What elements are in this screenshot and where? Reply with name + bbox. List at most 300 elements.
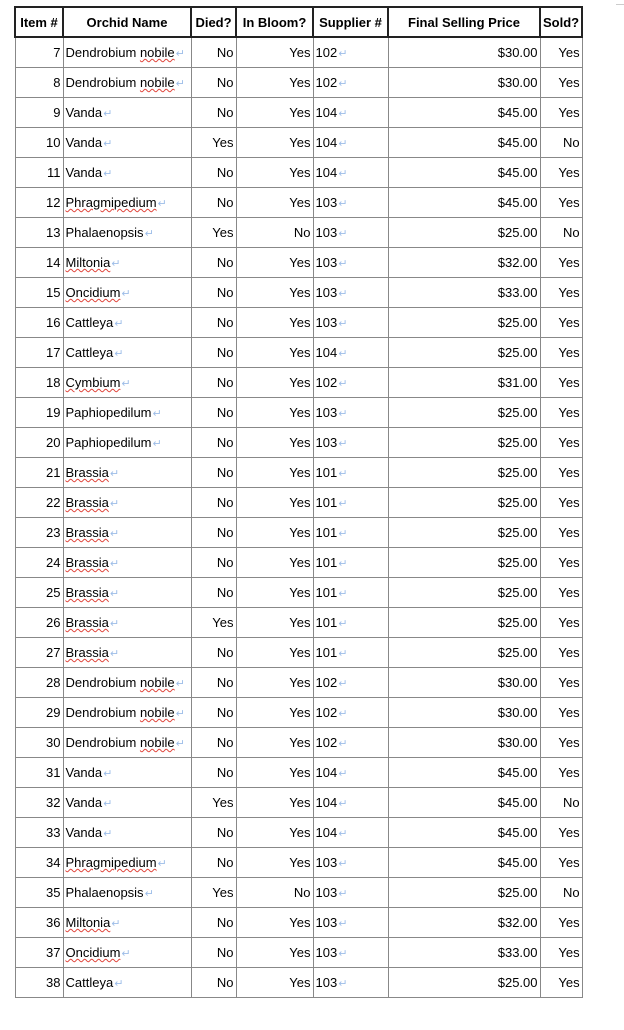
cell-in-bloom[interactable] xyxy=(236,548,313,578)
cell-item-number[interactable] xyxy=(15,908,63,938)
cell-item-number[interactable] xyxy=(15,368,63,398)
cell-supplier-number[interactable] xyxy=(313,98,388,128)
cell-item-number[interactable] xyxy=(15,458,63,488)
cell-supplier-number[interactable] xyxy=(313,848,388,878)
cell-sold[interactable] xyxy=(540,818,582,848)
cell-sold-text: Yes xyxy=(558,645,580,660)
cell-died-text: No xyxy=(216,855,234,870)
cell-item-number[interactable] xyxy=(15,278,63,308)
line-break-icon: ↵ xyxy=(114,978,124,990)
cell-sold[interactable] xyxy=(540,428,582,458)
cell-orchid-name[interactable] xyxy=(63,878,191,908)
cell-final-selling-price[interactable] xyxy=(388,968,540,998)
cell-final-selling-price[interactable] xyxy=(388,338,540,368)
cell-died[interactable] xyxy=(191,218,236,248)
line-break-icon: ↵ xyxy=(109,468,120,480)
cell-sold[interactable] xyxy=(540,548,582,578)
cell-item-number[interactable] xyxy=(15,308,63,338)
cell-final-selling-price[interactable] xyxy=(388,548,540,578)
cell-supplier-number-text: 104 xyxy=(315,105,338,120)
cell-final-selling-price[interactable] xyxy=(388,458,540,488)
cell-died[interactable] xyxy=(191,578,236,608)
cell-died[interactable] xyxy=(191,788,236,818)
cell-died[interactable] xyxy=(191,758,236,788)
cell-orchid-name[interactable] xyxy=(63,98,191,128)
cell-orchid-name[interactable] xyxy=(63,278,191,308)
cell-item-number[interactable] xyxy=(15,338,63,368)
cell-sold[interactable] xyxy=(540,368,582,398)
cell-final-selling-price-text: $25.00 xyxy=(497,345,538,360)
cell-died[interactable] xyxy=(191,188,236,218)
line-break-icon: ↵ xyxy=(109,558,120,570)
cell-supplier-number[interactable] xyxy=(313,308,388,338)
header-supplier-number[interactable]: Supplier # xyxy=(313,7,388,37)
cell-supplier-number-text: 103 xyxy=(315,855,338,870)
cell-sold[interactable] xyxy=(540,338,582,368)
cell-in-bloom-text: Yes xyxy=(289,855,311,870)
header-item-number[interactable]: Item # xyxy=(15,7,63,37)
cell-in-bloom[interactable] xyxy=(236,158,313,188)
line-break-icon: ↵ xyxy=(338,258,348,270)
cell-in-bloom[interactable] xyxy=(236,188,313,218)
cell-supplier-number-text: 103 xyxy=(315,945,338,960)
cell-sold[interactable] xyxy=(540,98,582,128)
cell-final-selling-price[interactable] xyxy=(388,518,540,548)
cell-sold[interactable] xyxy=(540,68,582,98)
line-break-icon: ↵ xyxy=(121,378,131,390)
cell-supplier-number[interactable] xyxy=(313,128,388,158)
cell-died[interactable] xyxy=(191,128,236,158)
cell-item-number[interactable] xyxy=(15,878,63,908)
cell-in-bloom[interactable] xyxy=(236,37,313,68)
cell-final-selling-price[interactable] xyxy=(388,758,540,788)
cell-in-bloom[interactable] xyxy=(236,398,313,428)
cell-died[interactable] xyxy=(191,37,236,68)
cell-died-text: No xyxy=(216,195,234,210)
cell-in-bloom[interactable] xyxy=(236,728,313,758)
cell-sold-text: Yes xyxy=(558,165,580,180)
cell-sold[interactable] xyxy=(540,37,582,68)
cell-final-selling-price-text: $25.00 xyxy=(497,975,538,990)
cell-final-selling-price-text: $33.00 xyxy=(497,945,538,960)
cell-died[interactable] xyxy=(191,68,236,98)
cell-died[interactable] xyxy=(191,818,236,848)
cell-orchid-name-text: Oncidium xyxy=(65,285,121,300)
cell-supplier-number[interactable] xyxy=(313,578,388,608)
cell-died[interactable] xyxy=(191,278,236,308)
cell-died[interactable] xyxy=(191,98,236,128)
cell-item-number[interactable] xyxy=(15,548,63,578)
cell-final-selling-price[interactable] xyxy=(388,428,540,458)
line-break-icon: ↵ xyxy=(144,888,154,900)
cell-sold[interactable] xyxy=(540,938,582,968)
cell-died-text: No xyxy=(216,585,234,600)
cell-died[interactable] xyxy=(191,698,236,728)
line-break-icon: ↵ xyxy=(152,438,162,450)
cell-item-number[interactable] xyxy=(15,578,63,608)
cell-item-number-text: 24 xyxy=(46,555,61,570)
cell-in-bloom[interactable] xyxy=(236,788,313,818)
cell-died[interactable] xyxy=(191,458,236,488)
cell-orchid-name-text: Dendrobium nobile xyxy=(65,735,175,750)
line-break-icon: ↵ xyxy=(103,168,113,180)
cell-orchid-name[interactable] xyxy=(63,458,191,488)
cell-item-number[interactable] xyxy=(15,398,63,428)
cell-in-bloom-text: Yes xyxy=(289,495,311,510)
cell-died[interactable] xyxy=(191,848,236,878)
cell-sold[interactable] xyxy=(540,608,582,638)
cell-supplier-number[interactable] xyxy=(313,37,388,68)
cell-supplier-number[interactable] xyxy=(313,248,388,278)
cell-orchid-name-text: Vanda xyxy=(65,135,103,150)
cell-item-number[interactable] xyxy=(15,98,63,128)
cell-in-bloom[interactable] xyxy=(236,218,313,248)
cell-supplier-number-text: 101 xyxy=(315,645,338,660)
cell-item-number[interactable] xyxy=(15,218,63,248)
cell-item-number[interactable] xyxy=(15,668,63,698)
cell-orchid-name[interactable] xyxy=(63,578,191,608)
cell-item-number[interactable] xyxy=(15,128,63,158)
cell-died[interactable] xyxy=(191,308,236,338)
cell-final-selling-price[interactable] xyxy=(388,668,540,698)
cell-supplier-number[interactable] xyxy=(313,638,388,668)
cell-orchid-name[interactable] xyxy=(63,728,191,758)
table-row xyxy=(15,368,582,398)
cell-died-text: No xyxy=(216,405,234,420)
cell-item-number[interactable] xyxy=(15,818,63,848)
cell-final-selling-price[interactable] xyxy=(388,188,540,218)
cell-item-number[interactable] xyxy=(15,608,63,638)
cell-died[interactable] xyxy=(191,248,236,278)
cell-item-number[interactable] xyxy=(15,488,63,518)
cell-in-bloom[interactable] xyxy=(236,908,313,938)
cell-sold[interactable] xyxy=(540,518,582,548)
cell-item-number[interactable] xyxy=(15,788,63,818)
cell-final-selling-price[interactable] xyxy=(388,908,540,938)
cell-final-selling-price-text: $32.00 xyxy=(497,915,538,930)
cell-sold[interactable] xyxy=(540,638,582,668)
line-break-icon: ↵ xyxy=(338,288,348,300)
cell-item-number[interactable] xyxy=(15,518,63,548)
cell-final-selling-price[interactable] xyxy=(388,848,540,878)
cell-in-bloom[interactable] xyxy=(236,968,313,998)
line-break-icon: ↵ xyxy=(338,918,348,930)
cell-sold[interactable] xyxy=(540,908,582,938)
cell-final-selling-price-text: $25.00 xyxy=(497,405,538,420)
cell-final-selling-price[interactable] xyxy=(388,788,540,818)
cell-orchid-name[interactable] xyxy=(63,368,191,398)
cell-final-selling-price[interactable] xyxy=(388,128,540,158)
cell-orchid-name-text: Paphiopedilum xyxy=(65,435,152,450)
cell-final-selling-price[interactable] xyxy=(388,248,540,278)
cell-sold-text: Yes xyxy=(558,345,580,360)
cell-final-selling-price[interactable] xyxy=(388,68,540,98)
cell-final-selling-price[interactable] xyxy=(388,98,540,128)
table-row xyxy=(15,698,582,728)
cell-in-bloom-text: Yes xyxy=(289,165,311,180)
cell-final-selling-price-text: $45.00 xyxy=(497,855,538,870)
cell-supplier-number-text: 104 xyxy=(315,135,338,150)
cell-sold-text: Yes xyxy=(558,45,580,60)
cell-orchid-name[interactable] xyxy=(63,37,191,68)
cell-item-number[interactable] xyxy=(15,37,63,68)
cell-sold[interactable] xyxy=(540,128,582,158)
cell-died[interactable] xyxy=(191,968,236,998)
cell-died-text: No xyxy=(216,285,234,300)
cell-died[interactable] xyxy=(191,488,236,518)
cell-supplier-number[interactable] xyxy=(313,818,388,848)
cell-supplier-number-text: 101 xyxy=(315,495,338,510)
cell-supplier-number-text: 103 xyxy=(315,405,338,420)
header-orchid-name[interactable]: Orchid Name xyxy=(63,7,191,37)
cell-sold[interactable] xyxy=(540,488,582,518)
cell-in-bloom-text: Yes xyxy=(289,105,311,120)
cell-died-text: No xyxy=(216,495,234,510)
cell-final-selling-price[interactable] xyxy=(388,398,540,428)
cell-item-number[interactable] xyxy=(15,638,63,668)
cell-sold[interactable] xyxy=(540,788,582,818)
cell-died[interactable] xyxy=(191,338,236,368)
cell-sold[interactable] xyxy=(540,668,582,698)
table-row xyxy=(15,938,582,968)
cell-in-bloom[interactable] xyxy=(236,428,313,458)
cell-orchid-name[interactable] xyxy=(63,758,191,788)
cell-supplier-number-text: 101 xyxy=(315,585,338,600)
cell-in-bloom[interactable] xyxy=(236,458,313,488)
cell-supplier-number[interactable] xyxy=(313,938,388,968)
cell-in-bloom-text: Yes xyxy=(289,735,311,750)
cell-in-bloom[interactable] xyxy=(236,698,313,728)
cell-item-number[interactable] xyxy=(15,938,63,968)
cell-final-selling-price[interactable] xyxy=(388,278,540,308)
cell-final-selling-price-text: $25.00 xyxy=(497,885,538,900)
cell-in-bloom[interactable] xyxy=(236,938,313,968)
cell-sold[interactable] xyxy=(540,878,582,908)
cell-orchid-name[interactable] xyxy=(63,818,191,848)
cell-orchid-name[interactable] xyxy=(63,338,191,368)
cell-sold[interactable] xyxy=(540,158,582,188)
header-in-bloom[interactable]: In Bloom? xyxy=(236,7,313,37)
table-row xyxy=(15,608,582,638)
cell-final-selling-price[interactable] xyxy=(388,488,540,518)
cell-died[interactable] xyxy=(191,158,236,188)
cell-in-bloom[interactable] xyxy=(236,608,313,638)
cell-in-bloom[interactable] xyxy=(236,248,313,278)
cell-orchid-name[interactable] xyxy=(63,698,191,728)
cell-supplier-number[interactable] xyxy=(313,668,388,698)
cell-sold-text: No xyxy=(562,225,580,240)
cell-item-number[interactable] xyxy=(15,248,63,278)
cell-item-number-text: 18 xyxy=(46,375,61,390)
cell-orchid-name[interactable] xyxy=(63,908,191,938)
cell-supplier-number-text: 103 xyxy=(315,885,338,900)
cell-in-bloom[interactable] xyxy=(236,488,313,518)
cell-died[interactable] xyxy=(191,428,236,458)
cell-item-number[interactable] xyxy=(15,68,63,98)
cell-item-number[interactable] xyxy=(15,428,63,458)
cell-orchid-name-text: Cymbium xyxy=(65,375,121,390)
cell-final-selling-price[interactable] xyxy=(388,368,540,398)
cell-orchid-name[interactable] xyxy=(63,308,191,338)
cell-in-bloom[interactable] xyxy=(236,308,313,338)
cell-orchid-name[interactable] xyxy=(63,428,191,458)
cell-supplier-number[interactable] xyxy=(313,488,388,518)
cell-supplier-number[interactable] xyxy=(313,368,388,398)
cell-in-bloom[interactable] xyxy=(236,98,313,128)
cell-supplier-number[interactable] xyxy=(313,68,388,98)
cell-item-number[interactable] xyxy=(15,968,63,998)
cell-died[interactable] xyxy=(191,548,236,578)
line-break-icon: ↵ xyxy=(338,738,348,750)
cell-died[interactable] xyxy=(191,608,236,638)
cell-final-selling-price[interactable] xyxy=(388,37,540,68)
cell-final-selling-price-text: $45.00 xyxy=(497,825,538,840)
cell-final-selling-price[interactable] xyxy=(388,308,540,338)
cell-orchid-name[interactable] xyxy=(63,638,191,668)
cell-sold[interactable] xyxy=(540,758,582,788)
cell-orchid-name[interactable] xyxy=(63,608,191,638)
cell-died-text: No xyxy=(216,315,234,330)
cell-in-bloom[interactable] xyxy=(236,368,313,398)
cell-sold[interactable] xyxy=(540,968,582,998)
cell-supplier-number[interactable] xyxy=(313,968,388,998)
cell-in-bloom[interactable] xyxy=(236,68,313,98)
cell-item-number[interactable] xyxy=(15,728,63,758)
cell-died[interactable] xyxy=(191,668,236,698)
cell-in-bloom[interactable] xyxy=(236,878,313,908)
cell-final-selling-price[interactable] xyxy=(388,158,540,188)
cell-supplier-number[interactable] xyxy=(313,218,388,248)
header-final-selling-price[interactable]: Final Selling Price xyxy=(388,7,540,37)
cell-orchid-name[interactable] xyxy=(63,968,191,998)
cell-supplier-number[interactable] xyxy=(313,698,388,728)
cell-sold[interactable] xyxy=(540,308,582,338)
cell-final-selling-price[interactable] xyxy=(388,578,540,608)
cell-final-selling-price[interactable] xyxy=(388,218,540,248)
cell-orchid-name[interactable] xyxy=(63,158,191,188)
cell-supplier-number[interactable] xyxy=(313,188,388,218)
cell-orchid-name[interactable] xyxy=(63,548,191,578)
cell-orchid-name[interactable] xyxy=(63,788,191,818)
cell-supplier-number[interactable] xyxy=(313,548,388,578)
cell-orchid-name[interactable] xyxy=(63,488,191,518)
cell-sold[interactable] xyxy=(540,728,582,758)
header-sold[interactable]: Sold? xyxy=(540,7,582,37)
cell-item-number-text: 33 xyxy=(46,825,61,840)
cell-sold[interactable] xyxy=(540,398,582,428)
table-row xyxy=(15,638,582,668)
cell-in-bloom-text: Yes xyxy=(289,675,311,690)
cell-orchid-name[interactable] xyxy=(63,398,191,428)
cell-orchid-name[interactable] xyxy=(63,248,191,278)
cell-supplier-number[interactable] xyxy=(313,518,388,548)
cell-item-number[interactable] xyxy=(15,848,63,878)
cell-supplier-number[interactable] xyxy=(313,878,388,908)
cell-orchid-name[interactable] xyxy=(63,68,191,98)
cell-died[interactable] xyxy=(191,518,236,548)
cell-orchid-name[interactable] xyxy=(63,188,191,218)
cell-item-number[interactable] xyxy=(15,698,63,728)
cell-supplier-number[interactable] xyxy=(313,338,388,368)
cell-final-selling-price[interactable] xyxy=(388,818,540,848)
cell-in-bloom[interactable] xyxy=(236,758,313,788)
cell-died[interactable] xyxy=(191,938,236,968)
cell-final-selling-price[interactable] xyxy=(388,608,540,638)
cell-in-bloom[interactable] xyxy=(236,638,313,668)
cell-item-number[interactable] xyxy=(15,158,63,188)
line-break-icon: ↵ xyxy=(338,858,348,870)
line-break-icon: ↵ xyxy=(114,318,124,330)
cell-item-number[interactable] xyxy=(15,758,63,788)
cell-final-selling-price[interactable] xyxy=(388,878,540,908)
cell-supplier-number[interactable] xyxy=(313,458,388,488)
cell-supplier-number[interactable] xyxy=(313,608,388,638)
cell-supplier-number[interactable] xyxy=(313,758,388,788)
cell-in-bloom[interactable] xyxy=(236,518,313,548)
cell-final-selling-price[interactable] xyxy=(388,938,540,968)
cell-orchid-name[interactable] xyxy=(63,938,191,968)
cell-in-bloom[interactable] xyxy=(236,128,313,158)
cell-died[interactable] xyxy=(191,638,236,668)
cell-in-bloom[interactable] xyxy=(236,848,313,878)
cell-in-bloom[interactable] xyxy=(236,578,313,608)
cell-died[interactable] xyxy=(191,398,236,428)
cell-final-selling-price[interactable] xyxy=(388,638,540,668)
cell-supplier-number[interactable] xyxy=(313,428,388,458)
line-break-icon: ↵ xyxy=(109,498,120,510)
cell-final-selling-price[interactable] xyxy=(388,728,540,758)
cell-died[interactable] xyxy=(191,368,236,398)
cell-supplier-number[interactable] xyxy=(313,158,388,188)
cell-supplier-number-text: 101 xyxy=(315,525,338,540)
cell-sold[interactable] xyxy=(540,248,582,278)
cell-supplier-number[interactable] xyxy=(313,788,388,818)
cell-died[interactable] xyxy=(191,908,236,938)
cell-sold-text: Yes xyxy=(558,525,580,540)
cell-in-bloom[interactable] xyxy=(236,668,313,698)
cell-orchid-name[interactable] xyxy=(63,218,191,248)
cell-in-bloom[interactable] xyxy=(236,278,313,308)
cell-orchid-name[interactable] xyxy=(63,668,191,698)
cell-supplier-number[interactable] xyxy=(313,278,388,308)
cell-sold[interactable] xyxy=(540,458,582,488)
cell-died[interactable] xyxy=(191,728,236,758)
cell-sold[interactable] xyxy=(540,848,582,878)
cell-sold[interactable] xyxy=(540,188,582,218)
cell-orchid-name[interactable] xyxy=(63,518,191,548)
cell-item-number[interactable] xyxy=(15,188,63,218)
cell-final-selling-price-text: $45.00 xyxy=(497,105,538,120)
header-died[interactable]: Died? xyxy=(191,7,236,37)
cell-sold[interactable] xyxy=(540,218,582,248)
cell-orchid-name[interactable] xyxy=(63,128,191,158)
cell-final-selling-price[interactable] xyxy=(388,698,540,728)
cell-sold[interactable] xyxy=(540,698,582,728)
cell-supplier-number[interactable] xyxy=(313,398,388,428)
cell-orchid-name[interactable] xyxy=(63,848,191,878)
cell-sold[interactable] xyxy=(540,578,582,608)
line-break-icon: ↵ xyxy=(152,408,162,420)
cell-orchid-name-text: Phalaenopsis xyxy=(65,885,144,900)
cell-supplier-number[interactable] xyxy=(313,728,388,758)
cell-died-text: No xyxy=(216,75,234,90)
cell-died[interactable] xyxy=(191,878,236,908)
cell-sold[interactable] xyxy=(540,278,582,308)
cell-item-number-text: 23 xyxy=(46,525,61,540)
cell-supplier-number[interactable] xyxy=(313,908,388,938)
cell-in-bloom[interactable] xyxy=(236,818,313,848)
cell-in-bloom[interactable] xyxy=(236,338,313,368)
